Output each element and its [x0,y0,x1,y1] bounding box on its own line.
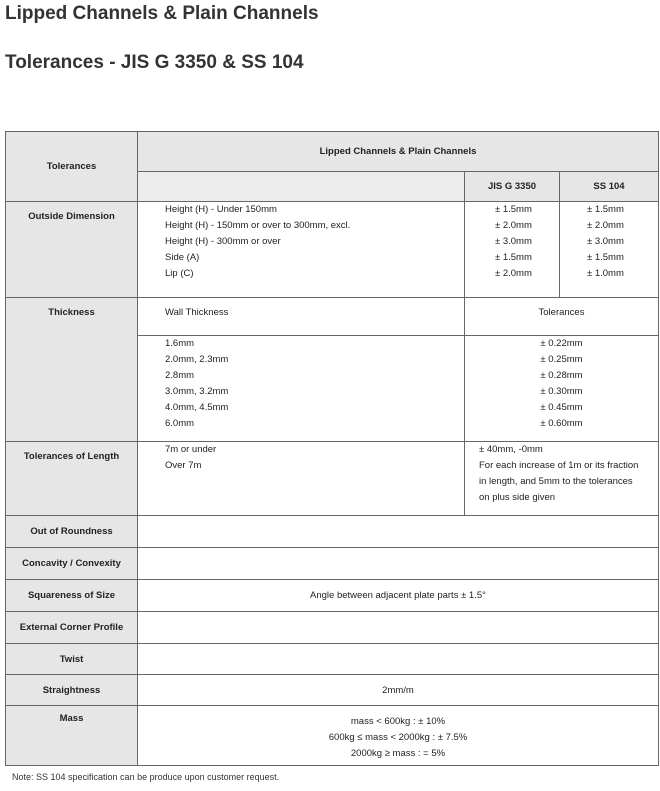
header-blank [138,172,465,202]
thickness-wall-label: Wall Thickness [138,298,465,336]
list-item: 1.6mm [165,338,195,349]
row-label-outside-dimension: Outside Dimension [6,202,138,298]
row-label-squareness: Squareness of Size [6,580,138,612]
list-item: 600kg ≤ mass < 2000kg : ± 7.5% [328,732,468,743]
length-items [138,442,465,516]
twist-value [138,644,659,675]
list-item: ± 1.5mm [495,252,532,263]
list-item: 7m or under [165,444,217,455]
list-item: Lip (C) [165,268,194,279]
list-item: in length, and 5mm to the tolerances [479,476,633,487]
row-label-straightness: Straightness [6,675,138,706]
thickness-items [138,336,465,442]
row-label-twist: Twist [6,644,138,675]
header-product: Lipped Channels & Plain Channels [138,132,659,172]
list-item: ± 2.0mm [495,220,532,231]
row-label-out-of-roundness: Out of Roundness [6,516,138,548]
outside-dimension-jis [465,202,560,298]
list-item: ± 3.0mm [587,236,624,247]
row-label-mass: Mass [6,706,138,766]
squareness-value: Angle between adjacent plate parts ± 1.5° [138,580,659,612]
row-label-thickness: Thickness [6,298,138,442]
list-item: Height (H) - 300mm or over [165,236,281,247]
tolerances-table [5,131,659,766]
header-tolerances: Tolerances [6,132,138,202]
list-item: 4.0mm, 4.5mm [165,402,229,413]
list-item: on plus side given [479,492,556,503]
header-ss: SS 104 [560,172,659,202]
outside-dimension-items [138,202,465,298]
row-label-concavity: Concavity / Convexity [6,548,138,580]
list-item: ± 0.25mm [540,354,583,365]
list-item: Height (H) - 150mm or over to 300mm, excl. [165,220,351,231]
list-item: mass < 600kg : ± 10% [350,716,446,727]
page-subtitle: Tolerances - JIS G 3350 & SS 104 [5,52,304,73]
thickness-tol-label: Tolerances [465,298,659,336]
list-item: Over 7m [165,460,202,471]
page-title: Lipped Channels & Plain Channels [5,3,319,24]
list-item: ± 1.5mm [587,252,624,263]
list-item: Side (A) [165,252,200,263]
list-item: ± 0.45mm [540,402,583,413]
footnote: Note: SS 104 specification can be produce upon customer request. [12,772,280,782]
list-item: ± 1.5mm [495,204,532,215]
list-item: 2000kg ≥ mass : = 5% [350,748,446,759]
concavity-value [138,548,659,580]
row-label-length: Tolerances of Length [6,442,138,516]
list-item: 6.0mm [165,418,195,429]
list-item: 2.0mm, 2.3mm [165,354,229,365]
list-item: For each increase of 1m or its fraction [479,460,639,471]
thickness-values [465,336,659,442]
list-item: ± 0.30mm [540,386,583,397]
list-item: 2.8mm [165,370,195,381]
list-item: ± 2.0mm [495,268,532,279]
list-item: ± 0.22mm [540,338,583,349]
corner-profile-value [138,612,659,644]
row-label-corner-profile: External Corner Profile [6,612,138,644]
list-item: ± 3.0mm [495,236,532,247]
list-item: ± 1.0mm [587,268,624,279]
out-of-roundness-value [138,516,659,548]
header-jis: JIS G 3350 [465,172,560,202]
list-item: ± 0.28mm [540,370,583,381]
list-item: Height (H) - Under 150mm [165,204,277,215]
list-item: ± 2.0mm [587,220,624,231]
list-item: 3.0mm, 3.2mm [165,386,229,397]
straightness-value: 2mm/m [138,675,659,706]
list-item: ± 40mm, -0mm [479,444,543,455]
list-item: ± 0.60mm [540,418,583,429]
list-item: ± 1.5mm [587,204,624,215]
outside-dimension-ss [560,202,659,298]
length-values [465,442,659,516]
mass-values [138,706,659,766]
